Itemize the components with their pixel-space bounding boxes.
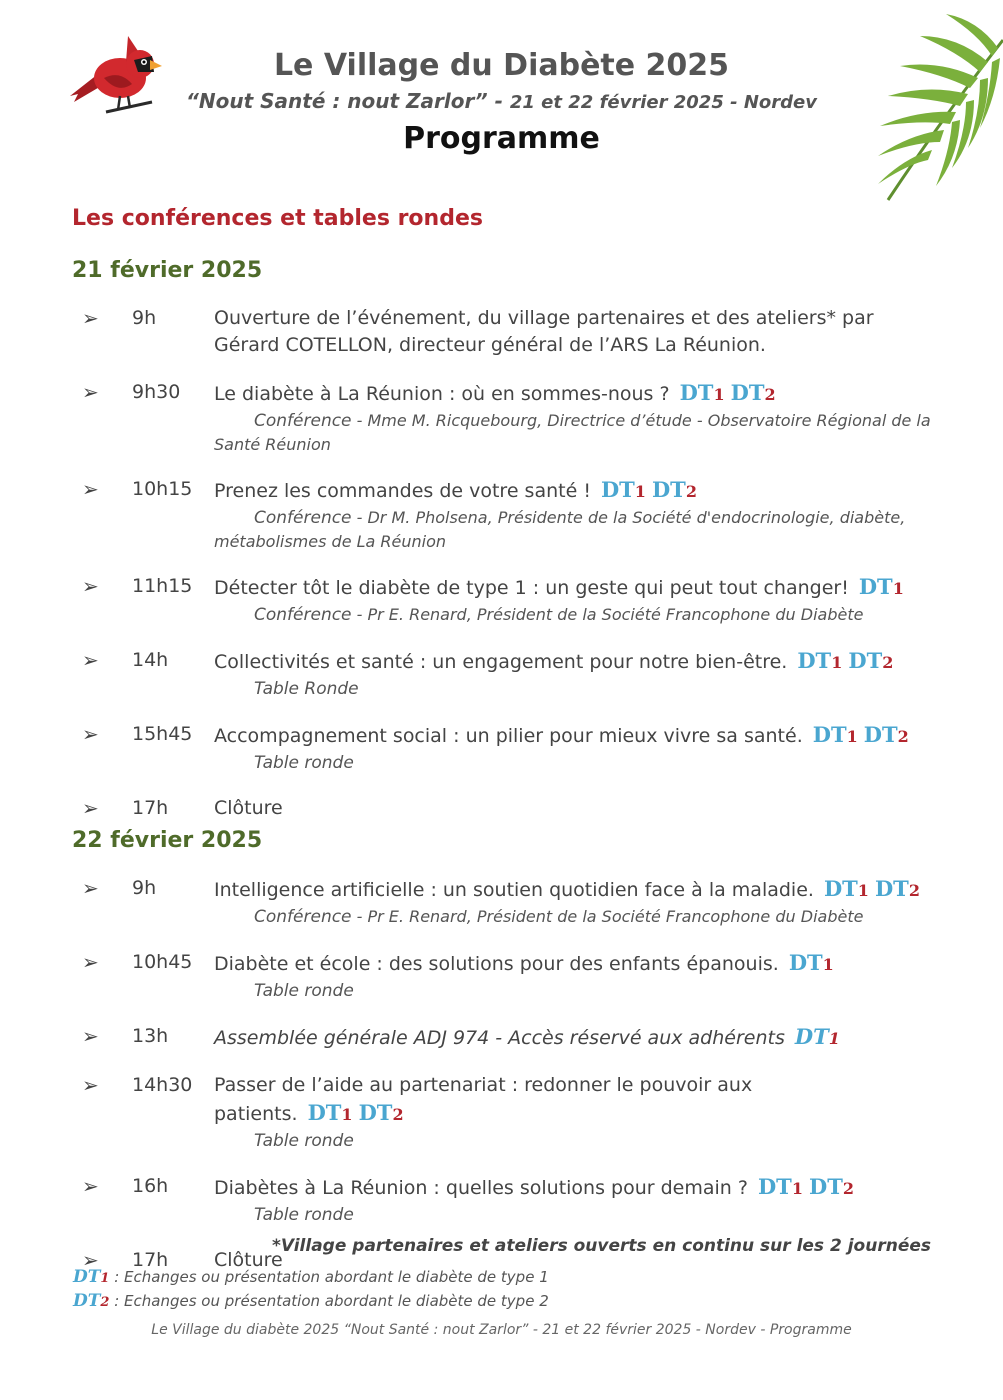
dt2-badge [359,1100,404,1125]
dt-badges [858,574,904,599]
dt-prefix: DT [863,722,898,747]
footnote: *Village partenaires et ateliers ouverts en continu sur les 2 journées [271,1236,931,1256]
dt-number: 1 [828,1029,840,1048]
schedule-title-text: Collectivités et santé : un engagement pour notre bien-être. [214,651,788,673]
dt-number: 1 [831,653,843,672]
schedule-title [214,795,932,822]
schedule-item [72,1173,932,1227]
schedule-item [72,305,932,359]
dt-number: 1 [634,482,646,501]
schedule-title-text: Diabète et école : des solutions pour des enfants épanouis. [214,953,779,975]
schedule-item [72,476,932,553]
dt-badges [794,1024,840,1049]
dt2-badge [848,648,893,673]
dt1-badge [680,380,725,405]
schedule-time: 9h [132,877,157,899]
dt-badges [812,722,909,747]
schedule-title [214,1173,932,1202]
dt1-badge [813,722,858,747]
page-title: Le Village du Diabète 2025 [273,48,730,83]
dt-prefix: DT [757,1174,792,1199]
schedule-item [72,379,932,456]
schedule-time: 14h [132,649,169,671]
schedule-title-text: Passer de l’aide au partenariat : redonner le pouvoir aux patients. [214,1074,753,1125]
dt-number: 1 [892,579,904,598]
schedule-item [72,795,932,822]
schedule-time: 17h [132,797,169,819]
dt-prefix: DT [730,380,765,405]
dt-number: 1 [846,727,858,746]
schedule-time: 15h45 [132,723,193,745]
dt-number: 2 [764,385,776,404]
schedule-item [72,1023,932,1052]
dt-number: 2 [685,482,697,501]
day-section-21 [72,258,932,842]
arrow-bullet-icon: ➢ [82,1073,99,1097]
dt-prefix: DT [600,477,635,502]
day-section-22 [72,828,932,1294]
dt1-badge [73,1267,109,1287]
dt2-badge [864,722,909,747]
dt-prefix: DT [794,1024,829,1049]
arrow-bullet-icon: ➢ [82,648,99,672]
arrow-bullet-icon: ➢ [82,306,99,330]
dt-prefix: DT [809,1174,843,1199]
arrow-bullet-icon: ➢ [82,796,99,820]
dt-badges [823,876,920,901]
page-header [0,48,1003,156]
arrow-bullet-icon: ➢ [82,574,99,598]
schedule-list [72,875,932,1274]
dt1-badge [789,950,834,975]
day-title: 21 février 2025 [72,258,263,283]
dt-number: 1 [791,1179,803,1198]
subtitle-dates: 21 et 22 février 2025 - Nordev [509,92,817,113]
schedule-time: 13h [132,1025,169,1047]
dt-number: 1 [822,955,834,974]
page-footer: Le Village du diabète 2025 “Nout Santé : nout Zarlor” - 21 et 22 février 2025 - Nordev - Programme [151,1322,852,1338]
schedule-title [214,721,932,750]
arrow-bullet-icon: ➢ [82,1248,99,1272]
dt-prefix: DT [358,1100,393,1125]
schedule-detail [214,409,932,456]
speaker-info: - Mme M. Ricquebourg, Directrice d’étude - Observatoire Régional de la Santé Réunion [214,411,931,454]
schedule-list [72,305,932,822]
dt-number: 1 [100,1271,110,1286]
schedule-item [72,647,932,701]
page-subtitle [0,89,1003,113]
dt-number: 1 [713,385,725,404]
schedule-time: 9h30 [132,381,181,403]
dt-prefix: DT [73,1267,101,1287]
dt1-badge [758,1174,803,1199]
dt-badges [797,648,894,673]
programme-heading: Programme [403,121,600,156]
dt-number: 2 [842,1179,854,1198]
dt-legend [73,1266,549,1314]
schedule-time: 16h [132,1175,169,1197]
schedule-item [72,949,932,1003]
schedule-time: 9h [132,307,157,329]
session-type: Conférence [254,508,352,528]
speaker-info: - Pr E. Renard, Président de la Société Francophone du Diabète [351,907,864,926]
dt-prefix: DT [651,477,686,502]
schedule-detail [214,905,932,929]
schedule-title [214,573,932,602]
dt-badges [788,950,834,975]
schedule-title [214,1072,932,1128]
schedule-title-text: Assemblée générale ADJ 974 - Accès réservé aux adhérents [214,1027,785,1049]
dt-number: 1 [341,1105,353,1124]
dt2-badge [875,876,920,901]
session-type: Table ronde [254,753,354,773]
arrow-bullet-icon: ➢ [82,477,99,501]
schedule-title [214,379,932,408]
dt1-badge [601,477,646,502]
dt-prefix: DT [848,648,883,673]
schedule-time: 11h15 [132,575,193,597]
dt-number: 2 [908,881,920,900]
arrow-bullet-icon: ➢ [82,876,99,900]
legend-text: : Echanges ou présentation abordant le diabète de type 2 [109,1292,549,1310]
session-type: Conférence [254,907,352,927]
dt1-badge [308,1100,353,1125]
legend-item [73,1266,549,1290]
dt-badges [307,1100,404,1125]
speaker-info: - Pr E. Renard, Président de la Société Francophone du Diabète [351,605,864,624]
schedule-title [214,1023,932,1052]
dt-number: 1 [857,881,869,900]
schedule-title-text: Le diabète à La Réunion : où en sommes-nous ? [214,383,670,405]
schedule-time: 10h45 [132,951,193,973]
schedule-detail [214,751,932,775]
schedule-title-text: Clôture [214,1249,283,1271]
dt-prefix: DT [788,950,823,975]
schedule-item [72,1072,932,1153]
arrow-bullet-icon: ➢ [82,950,99,974]
dt-badges [757,1174,854,1199]
legend-item [73,1290,549,1314]
section-title: Les conférences et tables rondes [72,206,483,231]
schedule-title-text: Clôture [214,797,283,819]
dt2-badge [652,477,697,502]
dt-number: 2 [882,653,894,672]
schedule-title [214,949,932,978]
schedule-title-text: Diabètes à La Réunion : quelles solutions pour demain ? [214,1177,748,1199]
schedule-time: 10h15 [132,478,193,500]
schedule-detail [214,603,932,627]
dt-prefix: DT [679,380,714,405]
session-type: Table ronde [254,1205,354,1225]
dt-prefix: DT [797,648,832,673]
session-type: Table Ronde [254,679,359,699]
arrow-bullet-icon: ➢ [82,722,99,746]
dt1-badge [797,648,842,673]
schedule-title-text: Intelligence artificielle : un soutien quotidien face à la maladie. [214,879,814,901]
schedule-detail [214,506,932,553]
schedule-title-text: Prenez les commandes de votre santé ! [214,480,591,502]
subtitle-quote: “Nout Santé : nout Zarlor” - [186,89,503,113]
schedule-title [214,476,932,505]
day-title: 22 février 2025 [72,828,263,853]
schedule-item [72,573,932,627]
schedule-detail [214,1203,932,1227]
schedule-title-text: Accompagnement social : un pilier pour mieux vivre sa santé. [214,725,803,747]
dt-prefix: DT [812,722,847,747]
schedule-title-text: Détecter tôt le diabète de type 1 : un geste qui peut tout changer! [214,577,849,599]
dt-number: 2 [392,1105,404,1124]
schedule-time: 14h30 [132,1074,193,1096]
schedule-title [214,647,932,676]
schedule-time: 17h [132,1249,169,1271]
dt-badges [600,477,697,502]
dt-prefix: DT [307,1100,342,1125]
session-type: Conférence [254,605,352,625]
schedule-item [72,875,932,929]
dt-prefix: DT [858,574,893,599]
schedule-title [214,305,932,359]
schedule-title-text: Ouverture de l’événement, du village partenaires et des ateliers* par Gérard COTELLON, directeur général de l’ARS La Réunion. [214,307,874,356]
arrow-bullet-icon: ➢ [82,380,99,404]
schedule-detail [214,979,932,1003]
schedule-detail [214,677,932,701]
schedule-detail [214,1129,932,1153]
dt2-badge [809,1174,854,1199]
session-type: Table ronde [254,981,354,1001]
arrow-bullet-icon: ➢ [82,1024,99,1048]
dt1-badge [795,1024,840,1049]
speaker-info: - Dr M. Pholsena, Présidente de la Société d'endocrinologie, diabète, métabolismes de La Réunion [214,508,906,551]
session-type: Conférence [254,411,352,431]
dt2-badge [731,380,776,405]
schedule-title [214,875,932,904]
dt1-badge [859,574,904,599]
dt-number: 2 [897,727,909,746]
dt-prefix: DT [874,876,909,901]
session-type: Table ronde [254,1131,354,1151]
legend-text: : Echanges ou présentation abordant le diabète de type 1 [109,1268,549,1286]
dt-number: 2 [100,1295,110,1310]
arrow-bullet-icon: ➢ [82,1174,99,1198]
dt2-badge [73,1291,109,1311]
schedule-item [72,721,932,775]
dt-badges [679,380,776,405]
dt-prefix: DT [73,1291,101,1311]
dt-prefix: DT [823,876,858,901]
dt1-badge [824,876,869,901]
